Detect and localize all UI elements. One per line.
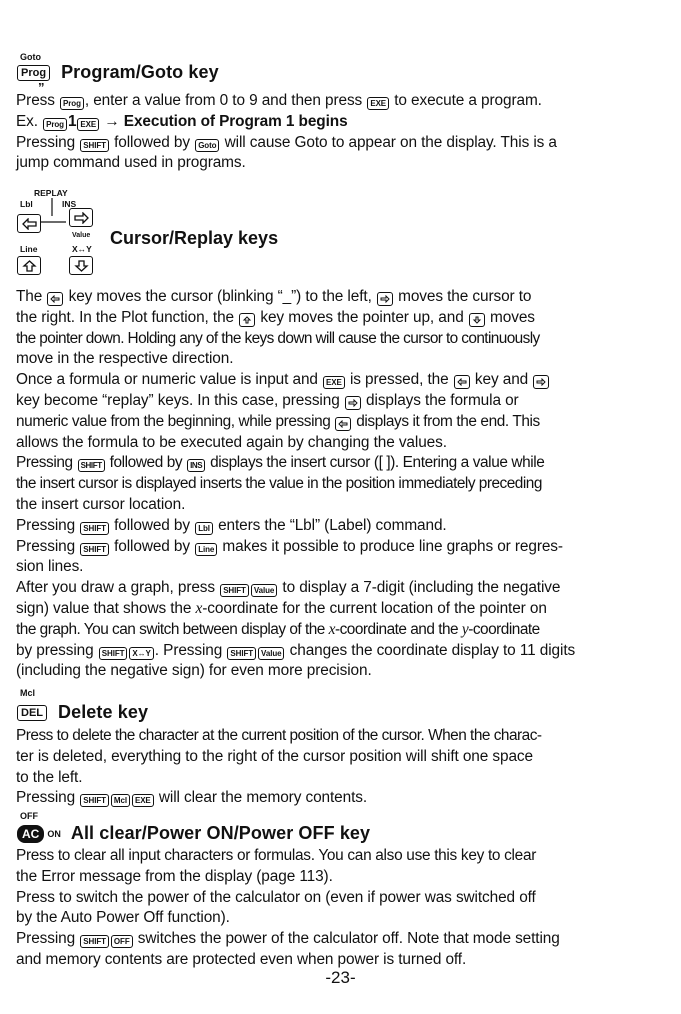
cursor-replay-line-5: Once a formula or numeric value is input and EXE is pressed, the key and [16, 370, 663, 391]
ac-key-title: All clear/Power ON/Power OFF key [70, 823, 371, 843]
delete-line-2: ter is deleted, everything to the right of the cursor position will shift one space [16, 747, 533, 765]
del-key: DEL [17, 705, 47, 721]
delete-line-3: to the left. [16, 768, 83, 786]
program-goto-example: Ex. Prog 1 EXE → Execution of Program 1 begins [16, 112, 348, 130]
cursor-replay-line-17: the graph. You can switch between display of the x-coordinate and the y-coordinate [16, 620, 540, 638]
delete-line-1: Press to delete the character at the current position of the cursor. When the charac- [16, 727, 542, 744]
shift-key-inline: SHIFT [220, 584, 249, 597]
shift-key-inline: SHIFT [80, 522, 109, 535]
goto-shift-label: Goto [20, 52, 41, 62]
delete-key-section [16, 688, 663, 809]
ac-line-6: and memory contents are protected even when power is turned off. [16, 950, 467, 968]
xy-key-inline: X↔Y [129, 647, 153, 660]
line-label: Line [20, 244, 38, 254]
prog-key-inline: Prog [60, 97, 84, 110]
cursor-replay-line-7: numeric value from the beginning, while pressing displays it from the end. This [16, 412, 540, 430]
cursor-right-icon [69, 208, 93, 227]
delete-key-title: Delete key [58, 702, 149, 722]
cursor-left-icon [335, 417, 351, 431]
shift-key-inline: SHIFT [99, 647, 128, 660]
cursor-replay-line-12: Pressing SHIFT followed by Lbl enters the “Lbl” (Label) command. [16, 516, 447, 534]
cursor-down-icon [69, 256, 93, 275]
cursor-up-icon [17, 256, 41, 275]
cursor-replay-line-10: the insert cursor is displayed inserts the value in the position immediately preceding [16, 475, 542, 493]
cursor-replay-line-3: the pointer down. Holding any of the keys down will cause the cursor to continuously [16, 329, 540, 347]
cursor-replay-line-1: The key moves the cursor (blinking “_”) to the left, moves the cursor to [16, 288, 532, 305]
value-key-inline: Value [251, 584, 277, 597]
ac-line-1: Press to clear all input characters or formulas. You can also use this key to clear [16, 847, 537, 864]
cursor-replay-line-14: sion lines. [16, 558, 84, 576]
shift-key-inline: SHIFT [78, 459, 105, 472]
lbl-key-inline: Lbl [195, 522, 213, 535]
cursor-up-icon [239, 313, 255, 327]
ac-key-heading [16, 823, 663, 844]
on-label: ON [47, 828, 61, 839]
xy-label: X↔Y [72, 244, 92, 254]
ac-line-5: Pressing SHIFT OFF switches the power of the calculator off. Note that mode setting [16, 930, 560, 948]
program-goto-section [16, 52, 663, 174]
value-key-inline: Value [258, 647, 284, 660]
exe-key-inline: EXE [132, 794, 154, 807]
cursor-replay-line-19: (including the negative sign) for even more precision. [16, 662, 372, 680]
cursor-down-icon [469, 313, 485, 327]
cursor-replay-line-15: After you draw a graph, press SHIFT Value to display a 7-digit (including the negative [16, 579, 561, 597]
goto-key-inline: Goto [195, 139, 219, 152]
cursor-replay-line-8: allows the formula to be executed again by changing the values. [16, 433, 447, 451]
ac-line-4: by the Auto Power Off function). [16, 909, 230, 927]
program-goto-line-3: Pressing SHIFT followed by Goto will cause Goto to appear on the display. This is a [16, 133, 557, 151]
replay-label: REPLAY [34, 188, 68, 198]
program-goto-line-4: jump command used in programs. [16, 154, 246, 172]
prog-key-example: Prog [43, 118, 67, 131]
cursor-replay-section [16, 287, 663, 682]
cursor-replay-line-6: key become “replay” keys. In this case, pressing displays the formula or [16, 391, 519, 409]
value-label: Value [72, 232, 91, 239]
ins-key-inline: INS [187, 459, 205, 472]
shift-key-inline: SHIFT [80, 794, 109, 807]
cursor-left-icon [17, 214, 41, 233]
lbl-label: Lbl [20, 199, 33, 209]
shift-key-inline: SHIFT [80, 139, 109, 152]
ac-on-key-group [16, 825, 61, 843]
mcl-shift-label: Mcl [20, 688, 36, 698]
cursor-right-icon [345, 396, 361, 410]
cursor-replay-line-9: Pressing SHIFT followed by INS displays the insert cursor ([ ]). Entering a value while [16, 454, 545, 472]
program-goto-heading [16, 62, 663, 83]
page-number: -23- [325, 968, 356, 987]
delete-line-4: Pressing SHIFT Mcl EXE will clear the memory contents. [16, 789, 368, 807]
line-key-inline: Line [195, 543, 217, 556]
quote-mark: ” [38, 80, 45, 95]
cursor-left-icon [454, 375, 470, 389]
cursor-replay-line-18: by pressing SHIFT X↔Y . Pressing SHIFT Value changes the coordinate display to 11 digits [16, 641, 576, 659]
mcl-key-inline: Mcl [111, 794, 130, 807]
program-goto-title: Program/Goto key [61, 62, 219, 82]
cursor-right-icon [533, 375, 549, 389]
cursor-key-cluster [16, 188, 106, 278]
cursor-left-icon [47, 292, 63, 306]
shift-key-inline: SHIFT [80, 935, 109, 948]
cursor-right-icon [377, 292, 393, 306]
ac-key-section [16, 811, 663, 971]
cursor-replay-line-16: sign) value that shows the x-coordinate for the current location of the pointer on [16, 599, 547, 617]
exe-key-example: EXE [77, 118, 99, 131]
ac-line-2: the Error message from the display (page 113). [16, 867, 333, 885]
off-key-inline: OFF [111, 935, 133, 948]
exe-key-inline: EXE [323, 376, 345, 389]
shift-key-inline: SHIFT [80, 543, 109, 556]
delete-key-heading [16, 702, 663, 723]
off-shift-label: OFF [20, 811, 38, 821]
cursor-replay-line-2: the right. In the Plot function, the key moves the pointer up, and moves [16, 308, 535, 326]
program-goto-line-1: Press Prog , enter a value from 0 to 9 and then press EXE to execute a program. [16, 92, 542, 109]
cursor-replay-line-11: the insert cursor location. [16, 495, 186, 513]
shift-key-inline: SHIFT [227, 647, 256, 660]
cursor-replay-title: Cursor/Replay keys [110, 228, 279, 248]
cursor-replay-line-13: Pressing SHIFT followed by Line makes it possible to produce line graphs or regres- [16, 537, 563, 555]
prog-key: Prog [17, 65, 50, 81]
insert-cursor-glyph: [ ] [378, 454, 391, 472]
ac-key: AC [17, 825, 44, 843]
ac-line-3: Press to switch the power of the calculator on (even if power was switched off [16, 888, 536, 906]
cursor-replay-line-4: move in the respective direction. [16, 350, 234, 368]
exe-key-inline: EXE [367, 97, 389, 110]
ins-label: INS [62, 199, 77, 209]
